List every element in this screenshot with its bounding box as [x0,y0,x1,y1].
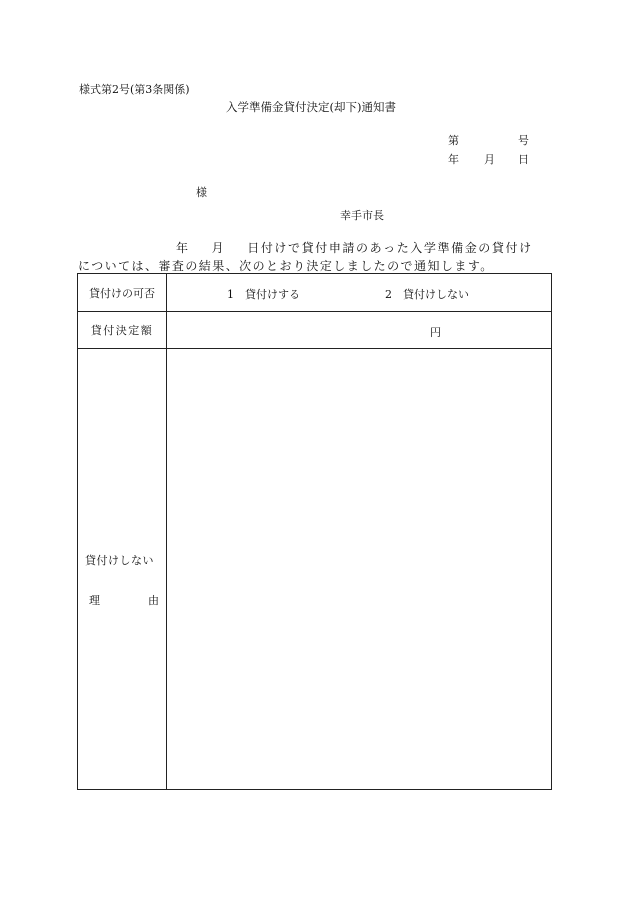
date-day: 日 [518,153,529,166]
table-row-approval [78,274,552,312]
approval-label: 貸付けの可否 [78,274,167,312]
option-reject: 2 貸付けしない [385,288,469,301]
reason-label-line-1: 貸付けしない [85,554,154,567]
sender-name: 幸手市長 [340,209,384,222]
document-title: 入学準備金貸付決定(却下)通知書 [226,100,396,114]
table-row-reason [78,349,552,790]
body-line-1-rest: 日付けで貸付申請のあった入学準備金の貸付け [247,241,533,255]
reason-label-char-1: 理 [89,594,100,607]
form-number: 様式第2号(第3条関係) [79,83,190,96]
reason-value-cell [167,349,552,790]
option-approve: 1 貸付けする [227,288,300,301]
amount-unit: 円 [430,326,441,339]
table-row-amount [78,312,552,349]
addressee-honorific: 様 [196,186,207,199]
amount-label: 貸付決定額 [78,312,167,349]
reason-label-char-2: 由 [148,594,159,607]
body-year: 年 [176,241,190,255]
date-month: 月 [484,153,495,166]
number-suffix: 号 [518,134,529,147]
approval-options [167,274,552,312]
date-year: 年 [448,153,459,166]
reason-label-cell [78,349,167,790]
decision-table [77,273,552,790]
body-text-line-2: については、審査の結果、次のとおり決定しましたので通知します。 [78,259,494,273]
number-prefix: 第 [448,134,459,147]
amount-value-cell [167,312,552,349]
body-month: 月 [211,241,226,255]
body-text-line-1 [176,239,533,256]
